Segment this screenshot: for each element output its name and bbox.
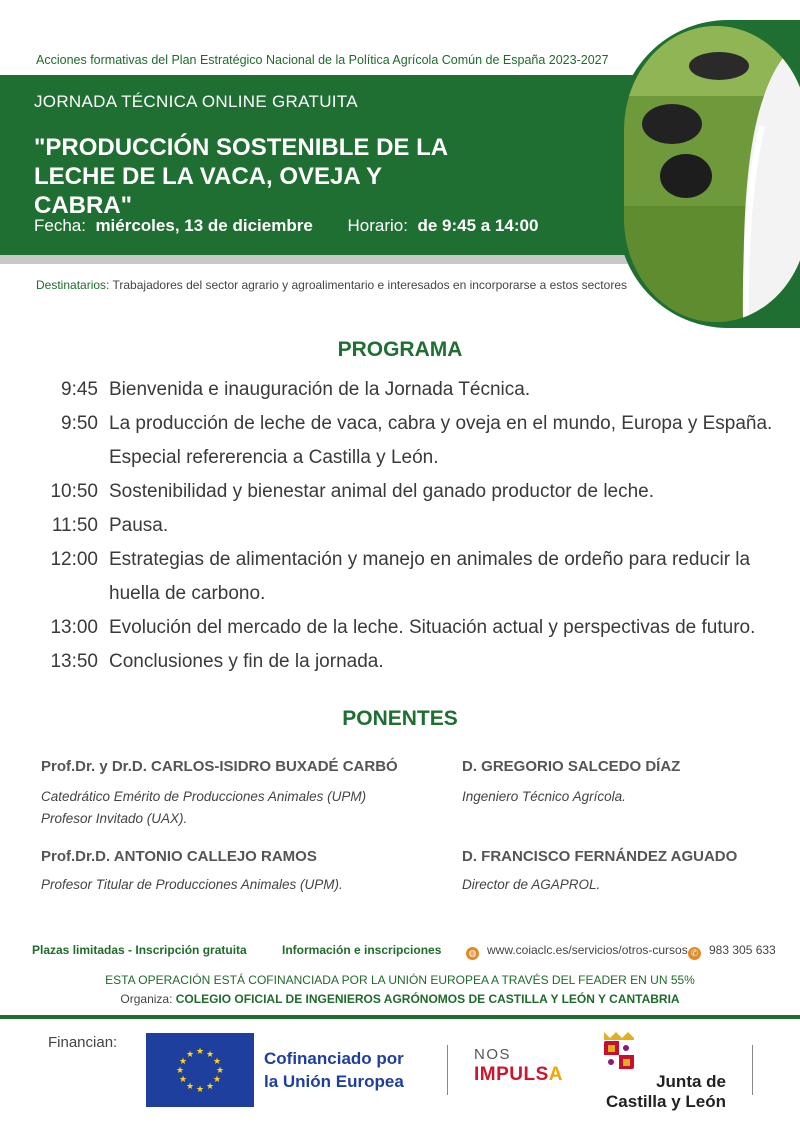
svg-text:★: ★ (185, 1050, 195, 1060)
speaker-role (41, 786, 366, 830)
programa-item (0, 543, 800, 611)
svg-text:★: ★ (212, 1075, 222, 1085)
logo-separator (752, 1045, 753, 1095)
jcyl-line2: Castilla y León (606, 1092, 726, 1111)
speaker-role (462, 786, 626, 808)
programa-item (0, 475, 800, 509)
date-label: Fecha: (34, 216, 86, 235)
phone-icon: ✆ (688, 947, 701, 960)
programa-item (0, 611, 800, 645)
logo-separator (447, 1045, 448, 1095)
cows-milk-illustration (624, 26, 800, 322)
speaker-name: D. FRANCISCO FERNÁNDEZ AGUADO (462, 848, 738, 865)
nos-impulsa-top: NOS (474, 1046, 512, 1063)
speaker-role (41, 874, 343, 896)
event-title-line2: LECHE DE LA VACA, OVEJA Y CABRA" (34, 163, 382, 219)
financian-label: Financian: (48, 1034, 118, 1051)
recipients-label: Destinatarios: (36, 278, 110, 292)
speaker-role-line: Catedrático Emérito de Producciones Animales (UPM) (41, 789, 367, 804)
organiza-label: Organiza: (120, 992, 173, 1006)
speaker-role-line: Profesor Invitado (UAX). (41, 811, 188, 826)
svg-text:★: ★ (175, 1066, 185, 1076)
svg-text:★: ★ (178, 1075, 188, 1085)
impulsa-main: IMPULS (474, 1064, 549, 1085)
programa-text: Bienvenida e inauguración de la Jornada Técnica. (109, 379, 531, 400)
programa-time: 9:45 (61, 379, 98, 400)
speaker-name: Prof.Dr. y Dr.D. CARLOS-ISIDRO BUXADÉ CARBÓ (41, 758, 398, 775)
speaker-role-line: Ingeniero Técnico Agrícola. (462, 789, 626, 804)
svg-text:★: ★ (212, 1057, 222, 1067)
eu-text-line2: la Unión Europea (264, 1072, 404, 1091)
nos-impulsa-logo (474, 1064, 563, 1086)
programa-time: 9:50 (61, 413, 98, 434)
globe-icon: ◍ (466, 947, 479, 960)
speaker-name: Prof.Dr.D. ANTONIO CALLEJO RAMOS (41, 848, 317, 865)
svg-text:★: ★ (185, 1082, 195, 1092)
svg-text:★: ★ (178, 1057, 188, 1067)
ponentes-title: PONENTES (342, 707, 458, 730)
event-title (34, 133, 474, 220)
header-banner (0, 75, 660, 255)
cows-milk-photo (618, 20, 800, 328)
eu-text-line1: Cofinanciado por (264, 1049, 404, 1068)
event-subtitle: JORNADA TÉCNICA ONLINE GRATUITA (34, 92, 358, 111)
castilla-leon-coat-of-arms (600, 1030, 638, 1072)
website-link[interactable] (466, 943, 688, 960)
speaker-role-line: Director de AGAPROL. (462, 877, 601, 892)
speaker-name: D. GREGORIO SALCEDO DÍAZ (462, 758, 681, 775)
programa-text: Estrategias de alimentación y manejo en animales de ordeño para reducir la huella de carbono. (109, 549, 751, 604)
programa-time: 13:00 (50, 617, 98, 638)
programa-item (0, 509, 800, 543)
date-row (34, 216, 538, 236)
programa-text: La producción de leche de vaca, cabra y oveja en el mundo, Europa y España. Especial refererencia a Castilla y León. (109, 413, 773, 468)
svg-text:★: ★ (195, 1085, 205, 1095)
organiza-value: COLEGIO OFICIAL DE INGENIEROS AGRÓNOMOS DE CASTILLA Y LEÓN Y CANTABRIA (175, 992, 680, 1006)
website-text[interactable]: www.coiaclc.es/servicios/otros-cursos (487, 943, 688, 957)
programa-item (0, 373, 800, 407)
speaker-role-line: Profesor Titular de Producciones Animales (UPM). (41, 877, 343, 892)
recipients-text: Trabajadores del sector agrario y agroalimentario e interesados en incorporarse a estos sectores (112, 278, 627, 292)
programa-time: 11:50 (51, 515, 98, 536)
svg-text:★: ★ (205, 1082, 215, 1092)
svg-text:★: ★ (205, 1050, 215, 1060)
time-value: de 9:45 a 14:00 (417, 216, 539, 235)
jcyl-line1: Junta de (656, 1072, 726, 1091)
eu-cofinanciado-text (264, 1047, 404, 1093)
header-divider (0, 255, 660, 264)
time-label: Horario: (347, 216, 408, 235)
eu-flag-icon (146, 1033, 254, 1107)
programa-text: Pausa. (109, 515, 169, 536)
organiza-line (0, 992, 800, 1006)
cofinanciacion-note: ESTA OPERACIÓN ESTÁ COFINANCIADA POR LA UNIÓN EUROPEA A TRAVÉS DEL FEADER EN UN 55% (105, 973, 695, 987)
svg-text:★: ★ (195, 1047, 205, 1057)
phone-contact[interactable] (688, 943, 776, 960)
programa-text: Evolución del mercado de la leche. Situación actual y perspectivas de futuro. (109, 617, 756, 638)
phone-text[interactable]: 983 305 633 (709, 943, 776, 957)
recipients (36, 278, 627, 292)
programa-text: Sostenibilidad y bienestar animal del ganado productor de leche. (109, 481, 655, 502)
programa-title: PROGRAMA (337, 338, 463, 361)
eu-stars-icon (146, 1033, 254, 1107)
top-note: Acciones formativas del Plan Estratégico Nacional de la Política Agrícola Común de España 2023-2027 (36, 53, 609, 67)
impulsa-end: A (548, 1064, 564, 1085)
programa-list (0, 373, 800, 679)
plazas-note: Plazas limitadas - Inscripción gratuita (32, 943, 247, 957)
programa-text: Conclusiones y fin de la jornada. (109, 651, 384, 672)
junta-castilla-leon-text (590, 1072, 726, 1112)
info-label: Información e inscripciones (282, 943, 442, 957)
footer-divider (0, 1015, 800, 1019)
svg-text:★: ★ (215, 1066, 225, 1076)
programa-time: 12:00 (50, 549, 98, 570)
speaker-role (462, 874, 600, 896)
programa-time: 10:50 (50, 481, 98, 502)
date-value: miércoles, 13 de diciembre (95, 216, 313, 235)
programa-item (0, 645, 800, 679)
programa-item (0, 407, 800, 475)
event-title-line1: "PRODUCCIÓN SOSTENIBLE DE LA (34, 134, 449, 161)
programa-time: 13:50 (50, 651, 98, 672)
